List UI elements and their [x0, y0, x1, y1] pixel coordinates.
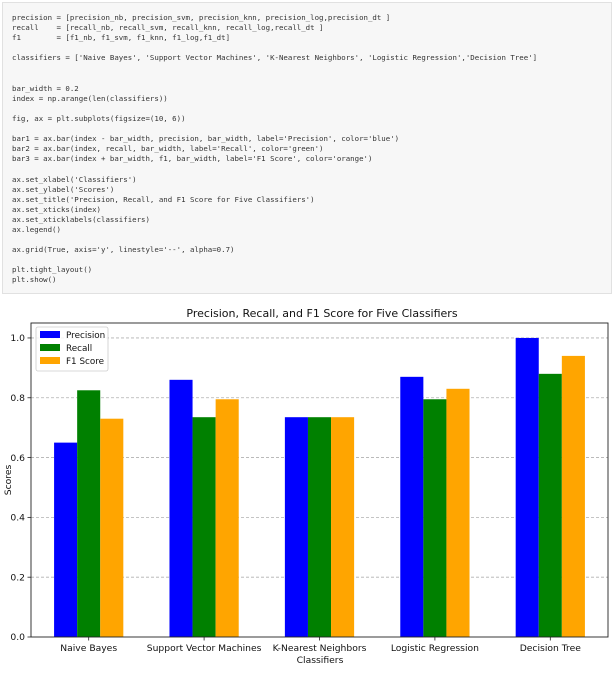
- bar-recall: [77, 390, 100, 637]
- bar-chart: [0, 300, 616, 676]
- code-line: index = np.arange(len(classifiers)): [12, 93, 168, 103]
- code-line: classifiers = ['Naive Bayes', 'Support Vector Machines', 'K-Nearest Neighbors', 'Logistic Regression','Decision Tree']: [12, 53, 538, 63]
- y-tick-label: 0.6: [10, 452, 25, 464]
- code-line: plt.show(): [12, 275, 57, 285]
- code-line: ax.set_ylabel('Scores'): [12, 184, 115, 194]
- code-cell[interactable]: [2, 2, 612, 294]
- code-line: ax.set_title('Precision, Recall, and F1 Score for Five Classifiers'): [12, 194, 315, 204]
- bar-recall: [193, 417, 216, 637]
- y-tick-label: 0.0: [10, 632, 25, 644]
- code-line: bar3 = ax.bar(index + bar_width, f1, bar_width, label='F1 Score', color='orange'): [12, 154, 373, 164]
- code-line: f1 = [f1_nb, f1_svm, f1_knn, f1_log,f1_dt]: [12, 33, 231, 43]
- code-line: ax.set_xlabel('Classifiers'): [12, 174, 137, 184]
- bars: [54, 338, 585, 637]
- legend-label: Precision: [66, 331, 106, 341]
- x-tick-label: Naive Bayes: [60, 643, 118, 654]
- code-line: [12, 255, 537, 265]
- legend-swatch: [40, 357, 60, 364]
- x-tick-label: Decision Tree: [519, 643, 581, 654]
- x-axis: [60, 637, 581, 654]
- code-line: [12, 164, 537, 174]
- y-tick-label: 0.8: [10, 392, 25, 404]
- bar-precision: [400, 377, 423, 637]
- code-line: ax.grid(True, axis='y', linestyle='--', alpha=0.7): [12, 245, 235, 255]
- code-block[interactable]: [12, 13, 537, 286]
- code-line: bar2 = ax.bar(index, recall, bar_width, label='Recall', color='green'): [12, 144, 324, 154]
- x-tick-label: Logistic Regression: [390, 643, 479, 654]
- x-axis-title: Classifiers: [296, 655, 344, 666]
- code-line: plt.tight_layout(): [12, 265, 93, 275]
- bar-precision: [169, 380, 192, 637]
- code-line: [12, 124, 537, 134]
- legend-label: F1 Score: [66, 357, 105, 367]
- bar-f1-score: [100, 419, 123, 637]
- bar-recall: [308, 417, 331, 637]
- code-line: ax.set_xticklabels(classifiers): [12, 214, 150, 224]
- code-line: fig, ax = plt.subplots(figsize=(10, 6)): [12, 113, 186, 123]
- code-line: [12, 104, 537, 114]
- code-line: [12, 74, 537, 84]
- x-tick-label: K-Nearest Neighbors: [272, 643, 367, 654]
- bar-recall: [423, 399, 446, 637]
- code-line: bar1 = ax.bar(index - bar_width, precision, bar_width, label='Precision', color='blue'): [12, 134, 400, 144]
- bar-precision: [516, 338, 539, 637]
- legend-label: Recall: [66, 344, 93, 354]
- bar-recall: [539, 374, 562, 637]
- chart-title: Precision, Recall, and F1 Score for Five Classifiers: [186, 307, 458, 320]
- y-tick-label: 0.2: [10, 572, 25, 584]
- legend-swatch: [40, 331, 60, 338]
- code-line: bar_width = 0.2: [12, 83, 79, 93]
- x-tick-label: Support Vector Machines: [146, 643, 262, 654]
- code-line: [12, 63, 537, 73]
- chart-output: [0, 300, 616, 676]
- code-line: ax.legend(): [12, 224, 61, 234]
- y-axis-title: Scores: [3, 464, 14, 496]
- code-line: ax.set_xticks(index): [12, 204, 101, 214]
- code-line: [12, 235, 537, 245]
- bar-f1-score: [446, 389, 469, 637]
- bar-precision: [54, 443, 77, 637]
- bar-f1-score: [562, 356, 585, 637]
- y-tick-label: 1.0: [10, 333, 25, 345]
- code-line: [12, 43, 537, 53]
- legend-swatch: [40, 344, 60, 351]
- bar-f1-score: [331, 417, 354, 637]
- legend: [36, 327, 108, 371]
- y-tick-label: 0.4: [10, 512, 25, 524]
- bar-precision: [285, 417, 308, 637]
- code-line: precision = [precision_nb, precision_svm, precision_knn, precision_log,precision_dt ]: [12, 13, 391, 22]
- bar-f1-score: [216, 399, 239, 637]
- code-line: recall = [recall_nb, recall_svm, recall_knn, recall_log,recall_dt ]: [12, 23, 324, 33]
